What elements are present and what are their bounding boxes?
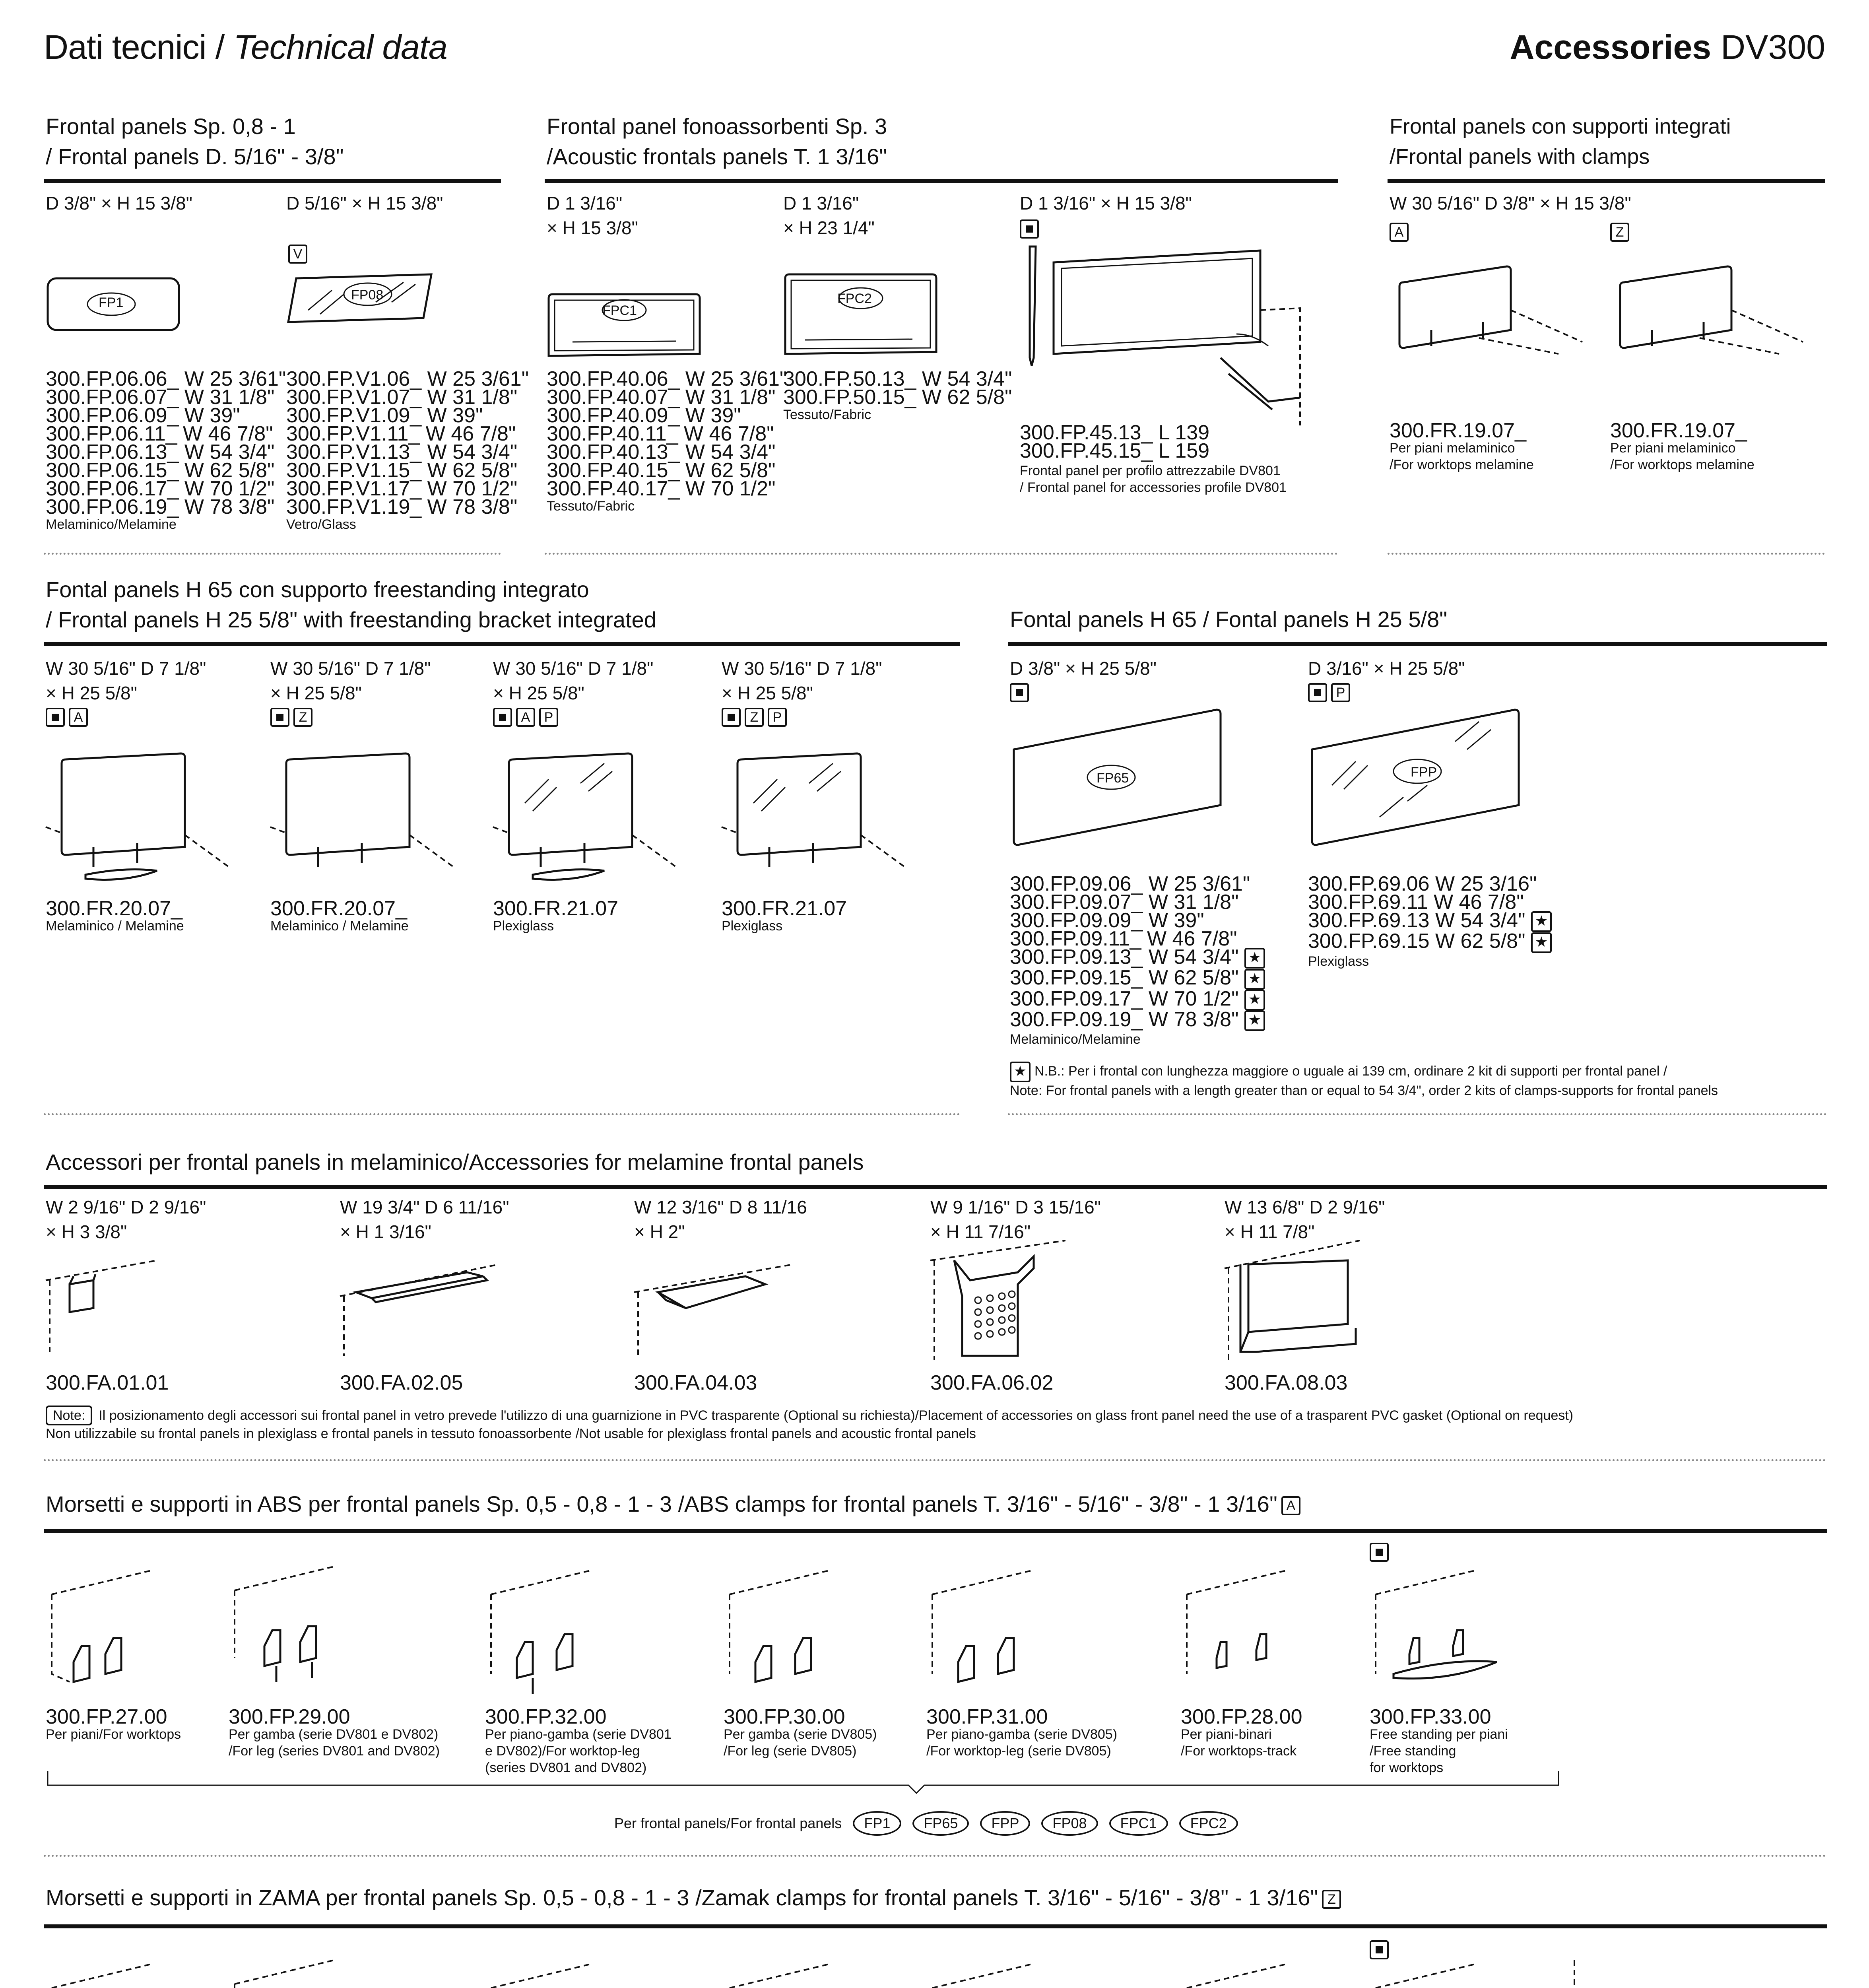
divider — [1008, 1113, 1827, 1115]
material-label: Melaminico/Melamine — [1010, 1032, 1141, 1047]
s7-bracket — [46, 1771, 1560, 1795]
s7-item — [724, 1705, 877, 1759]
brand-title — [1510, 28, 1825, 67]
code-line: 300.FP.45.13_ L 139 — [1020, 421, 1210, 444]
s8-rule — [44, 1924, 1827, 1928]
s5-col1-head — [1010, 656, 1157, 702]
dim-line: × H 1 3/16" — [340, 1221, 431, 1242]
code-line: 300.FP.40.09_ W 39" — [547, 404, 741, 427]
square-icon — [1020, 219, 1039, 239]
s7-rule — [44, 1529, 1827, 1533]
code-line: 300.FP.09.13_ W 54 3/4" — [1010, 945, 1239, 969]
s7-for-panels — [614, 1811, 1238, 1836]
s3-rule — [1388, 179, 1825, 183]
s7-title — [46, 1489, 1304, 1519]
dim-line: × H 23 1/4" — [783, 217, 875, 238]
desc-line: Per piani-binari — [1181, 1727, 1272, 1742]
a-symbol: A — [1281, 1496, 1300, 1515]
desc-line: (series DV801 and DV802) — [485, 1760, 647, 1775]
star-icon: ★ — [1531, 932, 1552, 953]
divider — [44, 553, 501, 555]
s6-title: Accessori per frontal panels in melaminico/Accessories for melamine frontal panels — [46, 1149, 864, 1175]
s2-col2-dim — [783, 191, 875, 240]
p-symbol: P — [1331, 683, 1350, 702]
code-line: 300.FR.20.07_ — [270, 897, 408, 920]
material-label: Melaminico / Melamine — [46, 918, 184, 934]
symbol-z — [1610, 223, 1633, 242]
material-label: Plexiglass — [722, 918, 783, 934]
square-icon — [270, 708, 289, 727]
code-line: 300.FP.09.15_ W 62 5/8" — [1010, 966, 1239, 990]
dim-line: × H 3 3/8" — [46, 1221, 127, 1242]
zama-clamps-drawings — [46, 1960, 1815, 1988]
s6-code: 300.FA.01.01 — [46, 1371, 169, 1394]
material-label: Tessuto/Fabric — [783, 407, 871, 422]
dim-line: W 13 6/8" D 2 9/16" — [1225, 1197, 1385, 1217]
board-drawing — [1225, 1233, 1368, 1364]
tray-drawing — [340, 1248, 507, 1360]
s5-col1-codes — [1010, 872, 1269, 1048]
code-line: 300.FP.09.11_ W 46 7/8" — [1010, 927, 1237, 950]
fpp-panel-drawing — [1308, 706, 1531, 857]
code-line: 300.FP.69.06 W 25 3/16" — [1308, 872, 1537, 895]
z-symbol: Z — [1610, 223, 1629, 242]
code-line: 300.FR.19.07_ — [1390, 419, 1527, 442]
s6-item-dim — [340, 1195, 509, 1244]
s6-item-dim — [634, 1195, 807, 1244]
s2-col2-codes — [783, 367, 1012, 423]
code-line: 300.FP.06.19_ W 78 3/8" — [46, 495, 275, 518]
s6-item-dim — [46, 1195, 206, 1244]
fr1907-drawing-z — [1612, 258, 1811, 362]
star-icon: ★ — [1010, 1062, 1031, 1082]
code-line: 300.FP.69.11 W 46 7/8" — [1308, 891, 1524, 914]
star-icon: ★ — [1244, 990, 1265, 1010]
dim-line: D 1 3/16" — [547, 193, 623, 214]
code-line: 300.FP.40.15_ W 62 5/8" — [547, 459, 776, 482]
code-line: 300.FP.V1.07_ W 31 1/8" — [286, 386, 518, 409]
s2-col3-dim: D 1 3/16" × H 15 3/8" — [1020, 193, 1192, 214]
fpc2-label: FPC2 — [837, 291, 872, 306]
square-icon — [493, 708, 512, 727]
s7-item — [229, 1705, 440, 1759]
s7-item — [1181, 1705, 1302, 1759]
code-line: 300.FP.50.13_ W 54 3/4" — [783, 367, 1012, 390]
s2-col1-codes — [547, 367, 787, 514]
note-line: / Frontal panel for accessories profile DV801 — [1020, 480, 1287, 495]
pill-fpp: FPP — [980, 1811, 1030, 1836]
z-symbol: Z — [745, 708, 764, 727]
s2-title-line2: /Acoustic frontals panels T. 1 3/16" — [547, 144, 887, 169]
star-icon: ★ — [1531, 911, 1552, 932]
s4-title — [46, 575, 656, 635]
star-icon: ★ — [1244, 948, 1265, 969]
code-line: 300.FR.21.07 — [722, 897, 847, 920]
s6-code: 300.FA.02.05 — [340, 1371, 463, 1394]
fpc1-label: FPC1 — [602, 303, 637, 318]
dim-line: W 30 5/16" D 7 1/8" — [493, 658, 654, 679]
code-line: 300.FP.40.13_ W 54 3/4" — [547, 441, 776, 464]
dim-line: × H 2" — [634, 1221, 685, 1242]
code-line: 300.FP.06.06_ W 25 3/61" — [46, 367, 286, 390]
fpc2-panel-drawing — [781, 266, 940, 358]
code-line: 300.FP.V1.06_ W 25 3/61" — [286, 367, 529, 390]
s1-title-line2: / Frontal panels D. 5/16" - 3/8" — [46, 144, 344, 169]
fpc1-panel-drawing — [545, 286, 704, 362]
s7-item — [926, 1705, 1118, 1759]
s4-item — [46, 656, 268, 727]
s4-code-4 — [722, 899, 847, 934]
code-line: 300.FP.06.09_ W 39" — [46, 404, 240, 427]
desc-line: /For leg (serie DV805) — [724, 1743, 857, 1759]
code-line: 300.FP.50.15_ W 62 5/8" — [783, 386, 1012, 409]
dim-line: W 19 3/4" D 6 11/16" — [340, 1197, 509, 1217]
note-label: Note: — [46, 1406, 92, 1425]
code-line: 300.FP.40.07_ W 31 1/8" — [547, 386, 776, 409]
s1-title-line1: Frontal panels Sp. 0,8 - 1 — [46, 114, 296, 139]
square-icon — [1308, 683, 1327, 702]
pill-fp08: FP08 — [1041, 1811, 1098, 1836]
code-line: 300.FP.30.00 — [724, 1705, 845, 1728]
dim-line: W 30 5/16" D 7 1/8" — [722, 658, 882, 679]
acoustic-profile-drawing — [1014, 239, 1332, 437]
pen-holder-drawing — [930, 1237, 1073, 1364]
code-line: 300.FR.19.07_ — [1610, 419, 1747, 442]
divider — [1388, 553, 1825, 555]
s7-square — [1370, 1543, 1393, 1562]
fr2107-drawing-z — [722, 747, 912, 891]
s6-rule — [44, 1185, 1827, 1189]
code-line: 300.FP.27.00 — [46, 1705, 167, 1728]
p-symbol: P — [768, 708, 787, 727]
code-line: 300.FP.09.17_ W 70 1/2" — [1010, 987, 1239, 1010]
s3-dim: W 30 5/16" D 3/8" × H 15 3/8" — [1390, 193, 1631, 214]
s4-code-3 — [493, 899, 618, 934]
dim-line: × H 25 5/8" — [493, 683, 584, 703]
dim-line: W 2 9/16" D 2 9/16" — [46, 1197, 206, 1217]
desc-line: Per piano-gamba (serie DV805) — [926, 1727, 1118, 1742]
s4-title-line1: Fontal panels H 65 con supporto freestanding integrato — [46, 577, 589, 602]
fr2107-drawing-a — [493, 747, 684, 891]
brand-model: DV300 — [1711, 28, 1825, 66]
for-label: Per frontal panels/For frontal panels — [614, 1815, 842, 1831]
s5-rule — [1008, 642, 1827, 646]
note-line: Frontal panel per profilo attrezzabile DV801 — [1020, 463, 1281, 478]
desc-line: /For leg (series DV801 and DV802) — [229, 1743, 440, 1759]
star-icon: ★ — [1244, 969, 1265, 990]
note-line: N.B.: Per i frontal con lunghezza maggiore o uguale ai 139 cm, ordinare 2 kit di supporti per frontal panel / — [1034, 1063, 1667, 1079]
pill-fp65: FP65 — [912, 1811, 969, 1836]
dim-line: × H 11 7/16" — [930, 1221, 1031, 1242]
abs-clamps-drawings — [46, 1567, 1795, 1702]
code-line: 300.FP.V1.13_ W 54 3/4" — [286, 441, 518, 464]
code-line: 300.FP.V1.09_ W 39" — [286, 404, 483, 427]
material-label: Plexiglass — [493, 918, 554, 934]
pill-fp1: FP1 — [853, 1811, 901, 1836]
s1-col2-codes — [286, 367, 529, 533]
a-symbol: A — [1390, 223, 1409, 242]
s7-item — [46, 1705, 181, 1743]
desc-line: e DV802)/For worktop-leg — [485, 1743, 640, 1759]
fp65-label: FP65 — [1097, 771, 1129, 786]
s8-square — [1370, 1940, 1393, 1959]
fr2007-drawing-a — [46, 747, 237, 891]
s6-note — [46, 1406, 1827, 1442]
code-line: 300.FP.69.13 W 54 3/4" — [1308, 909, 1525, 932]
divider — [44, 1459, 1827, 1461]
s6-code: 300.FA.06.02 — [930, 1371, 1054, 1394]
s1-col1-codes — [46, 367, 286, 533]
s4-item — [722, 656, 944, 727]
code-line: 300.FP.40.17_ W 70 1/2" — [547, 477, 776, 500]
dim-line: × H 25 5/8" — [46, 683, 137, 703]
dim-line: W 12 3/16" D 8 11/16 — [634, 1197, 807, 1217]
desc-line: Free standing per piani — [1370, 1727, 1508, 1742]
s3-col2 — [1610, 421, 1754, 473]
code-line: 300.FP.29.00 — [229, 1705, 350, 1728]
dim-line: W 30 5/16" D 7 1/8" — [270, 658, 431, 679]
fr2007-drawing-z — [270, 747, 461, 891]
s3-title-line1: Frontal panels con supporti integrati — [1390, 115, 1731, 138]
code-line: 300.FP.69.15 W 62 5/8" — [1308, 930, 1525, 953]
dim-line: × H 25 5/8" — [722, 683, 813, 703]
desc-line: Per gamba (serie DV801 e DV802) — [229, 1727, 439, 1742]
code-line: 300.FP.V1.19_ W 78 3/8" — [286, 495, 518, 518]
s2-col1-dim — [547, 191, 638, 240]
dim-line: × H 15 3/8" — [547, 217, 638, 238]
square-icon — [1010, 683, 1029, 702]
material-label: Tessuto/Fabric — [547, 499, 635, 514]
s4-code-2 — [270, 899, 409, 934]
note-line: /For worktops melamine — [1610, 457, 1754, 472]
s7-item — [1370, 1705, 1508, 1776]
code-line: 300.FP.06.13_ W 54 3/4" — [46, 441, 275, 464]
dim-line: D 3/16" × H 25 5/8" — [1308, 658, 1465, 679]
code-line: 300.FP.06.11_ W 46 7/8" — [46, 422, 273, 445]
dim-line: D 3/8" × H 25 5/8" — [1010, 658, 1157, 679]
dim-line: W 9 1/16" D 3 15/16" — [930, 1197, 1101, 1217]
s4-rule — [44, 642, 960, 646]
s4-item — [493, 656, 716, 727]
square-icon — [1370, 1543, 1389, 1562]
dim-line: W 30 5/16" D 7 1/8" — [46, 658, 206, 679]
s5-col2-codes — [1308, 872, 1556, 970]
fp1-label: FP1 — [99, 295, 124, 310]
s7-item — [485, 1705, 672, 1776]
s4-code-1 — [46, 899, 184, 934]
desc-line: /For worktops-track — [1181, 1743, 1296, 1759]
desc-line: /Free standing — [1370, 1743, 1456, 1759]
z-symbol: Z — [293, 708, 312, 727]
s6-code: 300.FA.08.03 — [1225, 1371, 1348, 1394]
code-line: 300.FP.V1.15_ W 62 5/8" — [286, 459, 518, 482]
s2-title-line1: Frontal panel fonoassorbenti Sp. 3 — [547, 114, 887, 139]
code-line: 300.FP.31.00 — [926, 1705, 1048, 1728]
s6-code: 300.FA.04.03 — [634, 1371, 757, 1394]
dim-line: × H 11 7/8" — [1225, 1221, 1315, 1242]
code-line: 300.FP.09.19_ W 78 3/8" — [1010, 1008, 1239, 1031]
s8-title — [46, 1883, 1345, 1913]
s1-rule — [44, 179, 501, 183]
s4-item — [270, 656, 493, 727]
square-icon — [46, 708, 65, 727]
symbol-square — [1020, 219, 1043, 239]
code-line: 300.FP.28.00 — [1181, 1705, 1302, 1728]
note-line: Non utilizzabile su frontal panels in plexiglass e frontal panels in tessuto fonoassorbente /Not usable for plexiglass frontal panels and acoustic frontal panels — [46, 1426, 976, 1441]
code-line: 300.FP.33.00 — [1370, 1705, 1491, 1728]
code-line: 300.FP.V1.11_ W 46 7/8" — [286, 422, 516, 445]
material-label: Melaminico / Melamine — [270, 918, 409, 934]
code-line: 300.FP.V1.17_ W 70 1/2" — [286, 477, 518, 500]
fp08-label: FP08 — [351, 287, 384, 303]
fr1907-drawing-a — [1392, 258, 1590, 362]
desc-line: /For worktop-leg (serie DV805) — [926, 1743, 1111, 1759]
material-label: Plexiglass — [1308, 953, 1369, 969]
symbol-a — [1390, 223, 1413, 242]
note-line: Il posizionamento degli accessori sui frontal panel in vetro prevede l'utilizzo di una guarnizione in PVC trasparente (Optional su richiesta)/Placement of accessories on glass front panel need the use of a trasparent PVC gasket (Optional on request) — [99, 1408, 1574, 1423]
z-symbol: Z — [1322, 1890, 1341, 1909]
cup-holder-drawing — [46, 1256, 165, 1360]
s5-note — [1010, 1062, 1718, 1099]
square-icon — [722, 708, 741, 727]
divider — [44, 1855, 1827, 1857]
dim-line: × H 25 5/8" — [270, 683, 362, 703]
s1-col1-dim: D 3/8" × H 15 3/8" — [46, 193, 192, 214]
note-line: Note: For frontal panels with a length greater than or equal to 54 3/4", order 2 kits of clamps-supports for frontal panels — [1010, 1083, 1718, 1098]
title-italian: Dati tecnici / — [44, 28, 234, 66]
desc-line: Per gamba (serie DV805) — [724, 1727, 877, 1742]
a-symbol: A — [69, 708, 88, 727]
code-line: 300.FP.32.00 — [485, 1705, 607, 1728]
s7-title-text: Morsetti e supporti in ABS per frontal panels Sp. 0,5 - 0,8 - 1 - 3 /ABS clamps for frontal panels T. 3/16" - 5/16" - 3/8" - 1 3/16" — [46, 1491, 1277, 1516]
divider — [44, 1113, 960, 1115]
s8-title-text: Morsetti e supporti in ZAMA per frontal panels Sp. 0,5 - 0,8 - 1 - 3 /Zamak clamps for frontal panels T. 3/16" - 5/16" - 3/8" - 1 3/16" — [46, 1885, 1318, 1910]
brand-bold: Accessories — [1510, 28, 1712, 66]
s1-title — [46, 111, 344, 172]
s3-title — [1390, 111, 1731, 172]
s1-col2-dim: D 5/16" × H 15 3/8" — [286, 193, 443, 214]
desc-line: Per piani/For worktops — [46, 1727, 181, 1742]
star-icon: ★ — [1244, 1010, 1265, 1031]
symbol-v: V — [288, 245, 311, 264]
material-label: Melaminico/Melamine — [46, 517, 177, 532]
code-line: 300.FP.06.15_ W 62 5/8" — [46, 459, 275, 482]
code-line: 300.FP.09.06_ W 25 3/61" — [1010, 872, 1250, 895]
note-line: Per piani melaminico — [1610, 441, 1736, 456]
s4-title-line2: / Frontal panels H 25 5/8" with freestanding bracket integrated — [46, 607, 656, 632]
s2-title — [547, 111, 887, 172]
s3-col1 — [1390, 421, 1534, 473]
s5-col2-head — [1308, 656, 1465, 702]
s3-title-line2: /Frontal panels with clamps — [1390, 145, 1650, 169]
code-line: 300.FP.06.07_ W 31 1/8" — [46, 386, 275, 409]
document-tray-drawing — [634, 1248, 801, 1360]
title-english: Technical data — [233, 28, 447, 66]
page-title — [44, 28, 447, 67]
code-line: 300.FR.20.07_ — [46, 897, 183, 920]
a-symbol: A — [516, 708, 535, 727]
desc-line: Per piano-gamba (serie DV801 — [485, 1727, 672, 1742]
note-line: Per piani melaminico — [1390, 441, 1515, 456]
pill-fpc1: FPC1 — [1109, 1811, 1168, 1836]
s5-title: Fontal panels H 65 / Fontal panels H 25 5/8" — [1010, 607, 1448, 632]
code-line: 300.FP.40.11_ W 46 7/8" — [547, 422, 774, 445]
material-label: Vetro/Glass — [286, 517, 356, 532]
code-line: 300.FP.45.15_ L 159 — [1020, 439, 1210, 462]
code-line: 300.FP.06.17_ W 70 1/2" — [46, 477, 275, 500]
p-symbol: P — [539, 708, 558, 727]
code-line: 300.FP.40.06_ W 25 3/61" — [547, 367, 787, 390]
note-line: /For worktops melamine — [1390, 457, 1534, 472]
code-line: 300.FP.09.09_ W 39" — [1010, 909, 1204, 932]
code-line: 300.FP.09.07_ W 31 1/8" — [1010, 891, 1239, 914]
pill-fpc2: FPC2 — [1179, 1811, 1238, 1836]
square-icon — [1370, 1940, 1389, 1959]
divider — [545, 553, 1338, 555]
fpp-label: FPP — [1411, 765, 1437, 780]
s2-col3-codes — [1020, 423, 1287, 496]
dim-line: D 1 3/16" — [783, 193, 859, 214]
code-line: 300.FR.21.07 — [493, 897, 619, 920]
s2-rule — [545, 179, 1338, 183]
desc-line: for worktops — [1370, 1760, 1444, 1775]
